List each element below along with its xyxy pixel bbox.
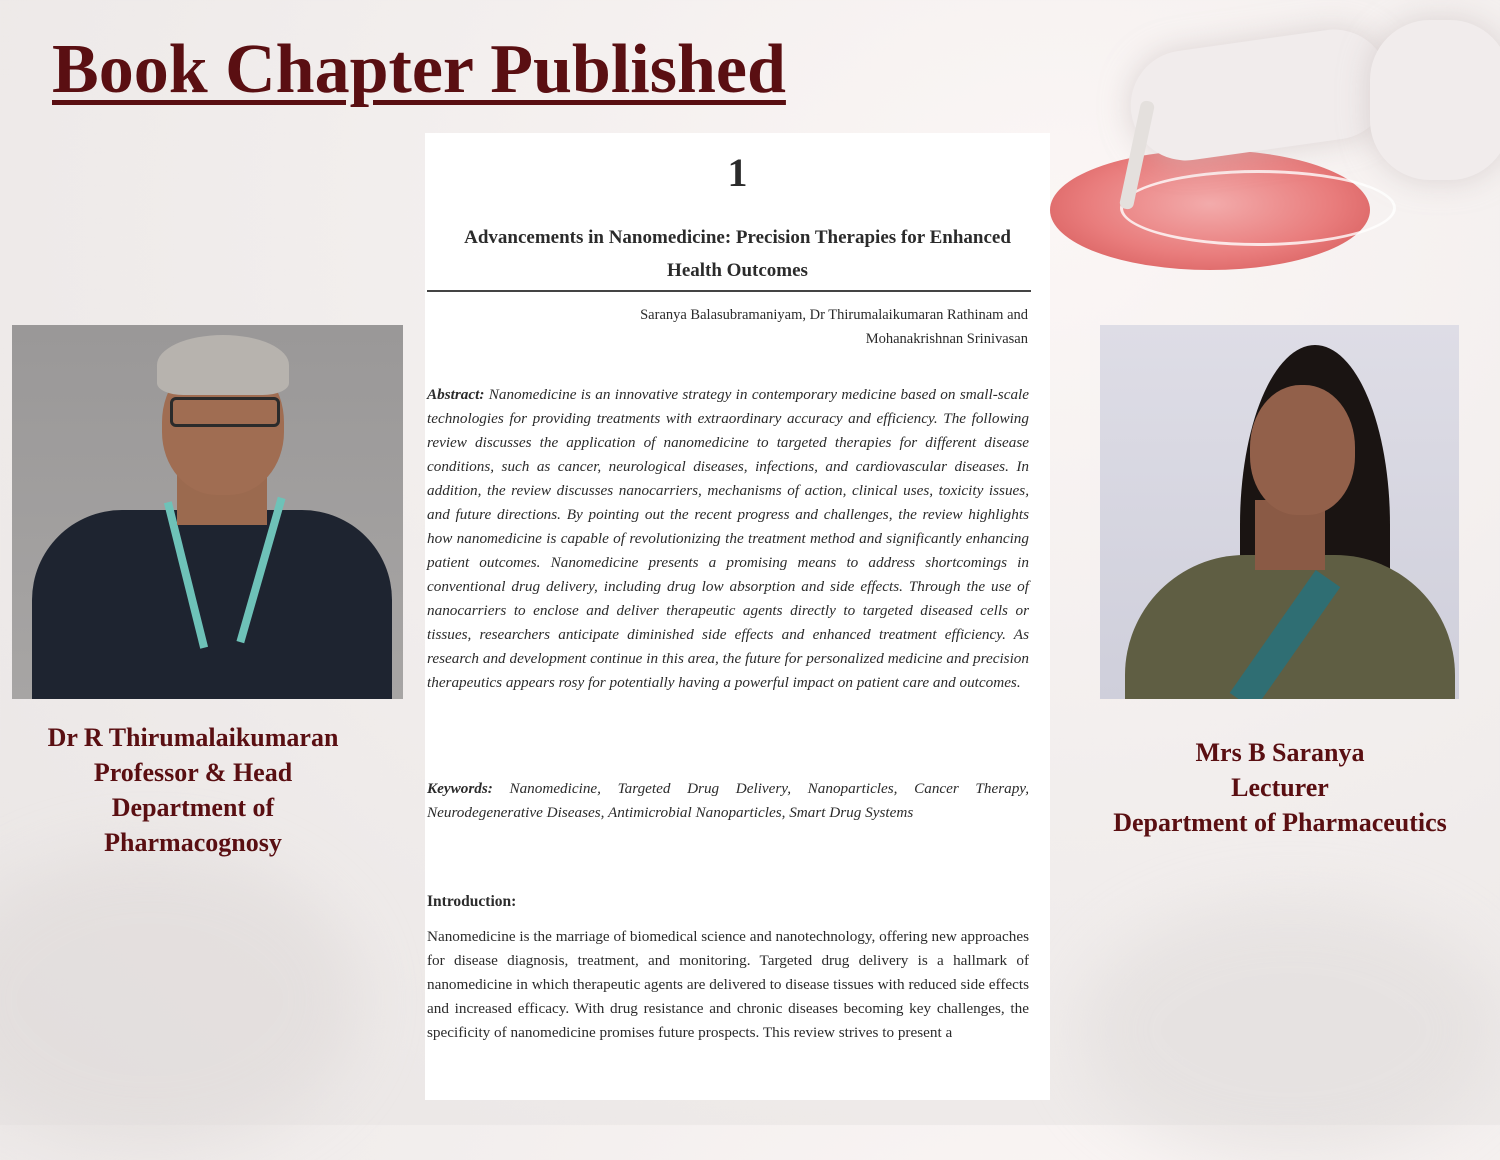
- right-person-department: Department of Pharmaceutics: [1113, 808, 1447, 837]
- left-person-name: Dr R Thirumalaikumaran: [47, 723, 339, 752]
- abstract: [427, 383, 1029, 695]
- right-person-name: Mrs B Saranya: [1195, 738, 1365, 767]
- portrait-glasses: [170, 397, 280, 427]
- authors-line: Saranya Balasubramaniyam, Dr Thirumalaikumaran Rathinam and: [640, 307, 1028, 323]
- introduction-heading: Introduction:: [427, 893, 517, 910]
- lab-decoration: [1040, 0, 1500, 300]
- chapter-page: [425, 133, 1050, 1100]
- portrait-thirumalaikumaran: [12, 325, 403, 699]
- chapter-number: 1: [727, 150, 748, 195]
- abstract-text: Nanomedicine is an innovative strategy in contemporary medicine based on small-scale technologies for providing treatments with extraordinary accuracy and efficiency. The following review discusses the application of nanomedicine to targeted therapies for different disease conditions, such as cancer, neurological diseases, infections, and cardiovascular diseases. In addition, the review discusses nanocarriers, mechanisms of action, clinical uses, toxicity issues, and future directions. By pointing out the recent progress and challenges, the review highlights how nanomedicine is capable of revolutionizing the treatment method and significantly enhancing patient outcomes. Nanomedicine presents a promising means to address shortcomings in conventional drug delivery, including drug low absorption and side effects. Through the use of nanocarriers to enclose and deliver therapeutic agents directly to targeted diseased cells or tissues, researchers anticipate diminished side effects and enhanced treatment efficiency. As research and development continue in this area, the future for personalized medicine and precision therapeutics appears rosy for potentially having a powerful impact on patient care and outcomes.: [427, 386, 1030, 691]
- page-title: Book Chapter Published: [52, 31, 786, 108]
- left-person-caption: [12, 720, 374, 860]
- right-person-designation: Lecturer: [1231, 773, 1329, 802]
- left-person-designation: Professor & Head: [93, 758, 293, 787]
- chapter-title: Advancements in Nanomedicine: Precision Therapies for Enhanced Health Outcomes: [464, 227, 1011, 281]
- portrait-saranya: [1100, 325, 1459, 699]
- title-divider: [427, 290, 1031, 292]
- authors-line: Mohanakrishnan Srinivasan: [865, 331, 1028, 347]
- keywords-label: Keywords:: [427, 780, 493, 797]
- portrait-shirt: [32, 510, 392, 699]
- petri-dish-rim: [1120, 170, 1396, 246]
- portrait-hair: [157, 335, 289, 395]
- abstract-label: Abstract:: [427, 386, 485, 403]
- right-person-caption: [1080, 735, 1480, 840]
- left-person-department: Department of: [111, 793, 275, 822]
- introduction-text: Nanomedicine is the marriage of biomedical science and nanotechnology, offering new approaches for disease diagnosis, treatment, and monitoring. Targeted drug delivery is a hallmark of nanomedicine in which therapeutic agents are delivered to disease tissues with reduced side effects and increased efficacy. With drug resistance and chronic diseases becoming key challenges, the specificity of nanomedicine promises future prospects. This review strives to present a: [427, 928, 1029, 1041]
- background-blur: [0, 850, 360, 1150]
- gloved-hand: [1124, 22, 1397, 167]
- chapter-authors: [640, 303, 1028, 351]
- background-blur: [1080, 900, 1500, 1160]
- keywords-text: Nanomedicine, Targeted Drug Delivery, Nanoparticles, Cancer Therapy, Neurodegenerative Diseases, Antimicrobial Nanoparticles, Smart Drug Systems: [427, 780, 1030, 821]
- left-person-department: Pharmacognosy: [104, 828, 282, 857]
- portrait-face: [1250, 385, 1355, 515]
- gloved-hand: [1370, 20, 1500, 180]
- keywords: [427, 777, 1029, 825]
